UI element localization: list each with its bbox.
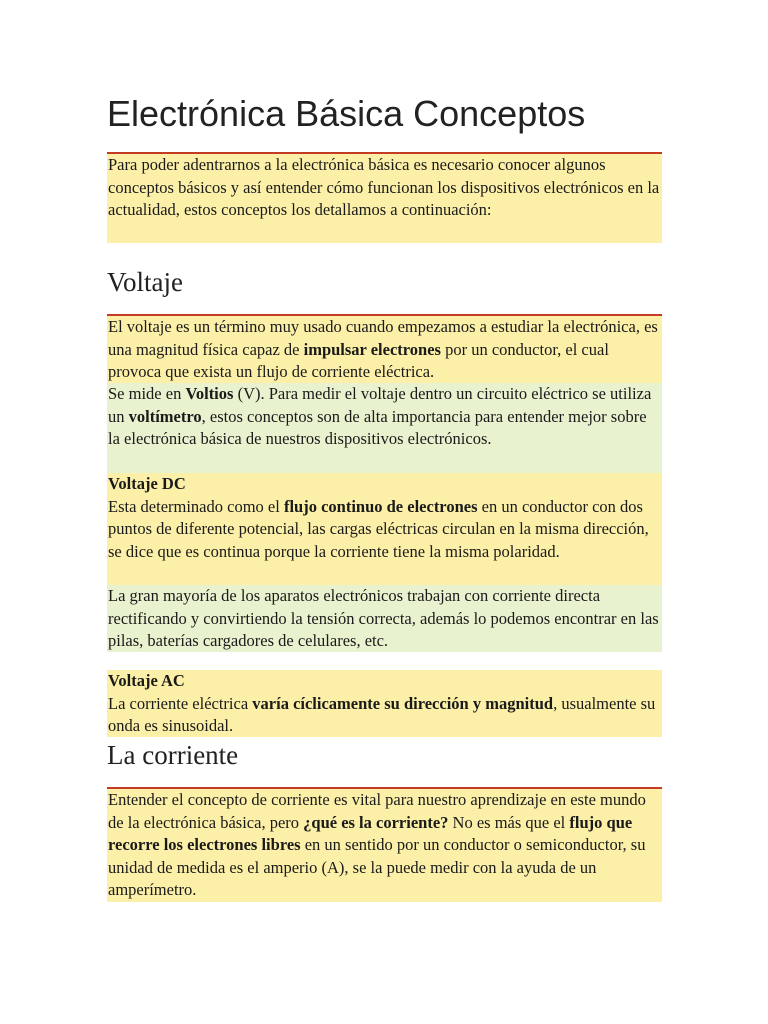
voltaje-ac-text: La corriente eléctrica varía cíclicamente su dirección y magnitud, usualmente su onda es sinusoidal.: [108, 693, 656, 735]
voltaje-dc-text-2: La gran mayoría de los aparatos electrónicos trabajan con corriente directa rectificando y convirtiendo la tensión correcta, además lo podemos encontrar en las pilas, baterías cargadores de celulares, etc.: [108, 586, 659, 650]
voltaje-dc-block: [107, 473, 662, 585]
bold-varia-ciclicamente: varía cíclicamente su dirección y magnitud: [252, 693, 554, 713]
voltaje-text-2: Se mide en Voltios (V). Para medir el voltaje dentro un circuito eléctrico se utiliza un voltímetro, estos conceptos son de alta importancia para entender mejor sobre la electrónica básica de nuestros dispositivos electrónicos.: [108, 384, 652, 448]
intro-text: Para poder adentrarnos a la electrónica básica es necesario conocer algunos conceptos básicos y así entender cómo funcionan los dispositivos electrónicos en la actualidad, estos conceptos los detallamos a continuación:: [108, 155, 660, 219]
section-heading-corriente: La corriente: [107, 740, 239, 770]
bold-voltimetro: voltímetro: [128, 406, 202, 426]
voltaje-paragraph-2: [107, 383, 662, 473]
page-title: Electrónica Básica Conceptos: [107, 93, 586, 134]
bold-flujo-continuo: flujo continuo de electrones: [283, 496, 478, 516]
voltaje-dc-heading: Voltaje DC: [108, 474, 186, 493]
voltaje-dc-paragraph-2: [107, 585, 662, 652]
voltaje-text-1: El voltaje es un término muy usado cuando empezamos a estudiar la electrónica, es una magnitud física capaz de impulsar electrones por un conductor, el cual provoca que exista un flujo de corriente eléctrica.: [108, 317, 658, 381]
bold-que-es-la-corriente: ¿qué es la corriente?: [303, 812, 449, 832]
bold-flujo-electrones-libres: flujo que recorre los electrones libres: [108, 812, 633, 854]
corriente-paragraph: [107, 789, 662, 902]
voltaje-dc-text: Esta determinado como el flujo continuo de electrones en un conductor con dos puntos de diferente potencial, las cargas eléctricas circulan en la misma dirección, se dice que es continua porque la corriente tiene la misma polaridad.: [108, 496, 649, 561]
bold-voltios: Voltios: [185, 384, 234, 403]
voltaje-ac-block: [107, 670, 662, 737]
voltaje-ac-heading: Voltaje AC: [108, 671, 185, 690]
voltaje-paragraph-1: [107, 316, 662, 383]
bold-impulsar-electrones: impulsar electrones: [303, 339, 441, 359]
section-heading-voltaje: Voltaje: [107, 267, 183, 297]
intro-paragraph: [107, 154, 662, 243]
corriente-text: Entender el concepto de corriente es vital para nuestro aprendizaje en este mundo de la electrónica básica, pero ¿qué es la corriente? No es más que el flujo que recorre los electrones libres en un sentido por un conductor o semiconductor, su unidad de medida es el amperio (A), se la puede medir con la ayuda de un amperímetro.: [108, 790, 646, 899]
